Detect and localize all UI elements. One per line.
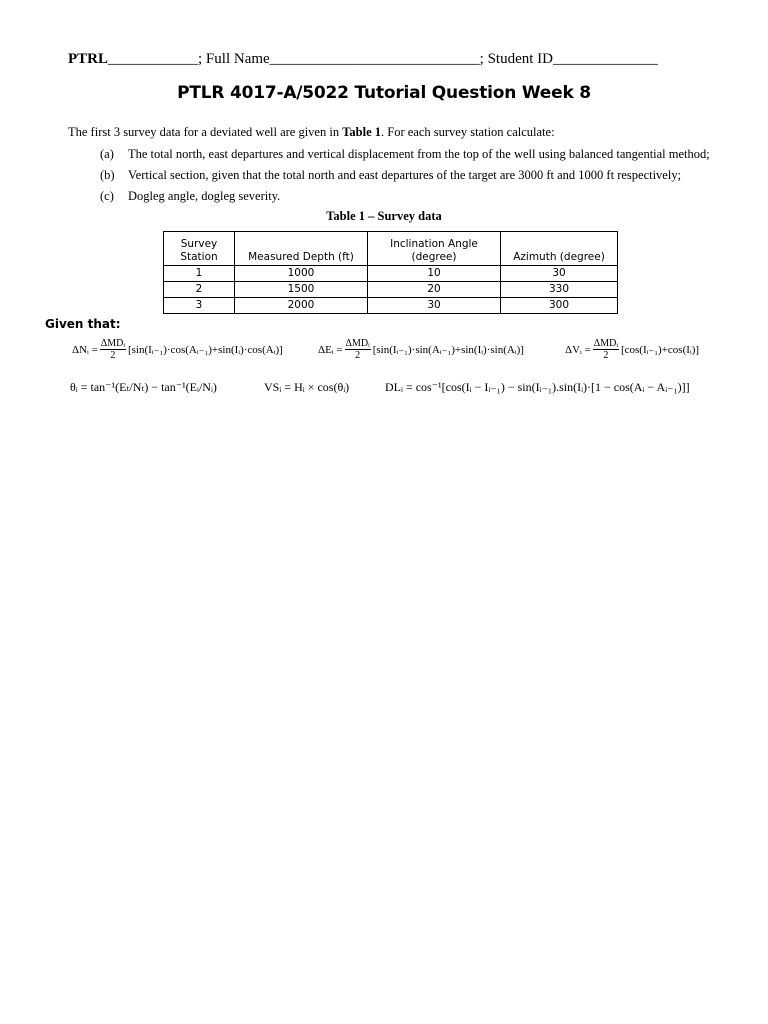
survey-table [163, 231, 618, 314]
cell-md: 2000 [235, 298, 368, 314]
cell-md: 1500 [235, 282, 368, 298]
table-header-row [164, 232, 618, 266]
formula-delta-east [318, 338, 524, 361]
header-measured-depth: Measured Depth (ft) [235, 232, 368, 266]
task-text: Dogleg angle, dogleg severity. [128, 189, 281, 203]
intro-table-ref: Table 1 [342, 125, 381, 139]
formula-fraction: $\frac{\text{ΔMDᵢ}}{2}$ [593, 338, 618, 361]
formula-lhs: ΔEᵢ = [318, 343, 343, 356]
task-tag: (c) [100, 189, 114, 203]
cell-md: 1000 [235, 266, 368, 282]
table-row [164, 298, 618, 314]
cell-inclination: 20 [368, 282, 501, 298]
task-a [100, 147, 710, 162]
cell-azimuth: 330 [501, 282, 618, 298]
cell-inclination: 30 [368, 298, 501, 314]
cell-station: 3 [164, 298, 235, 314]
cell-station: 2 [164, 282, 235, 298]
formula-vertical-section: VSᵢ = Hᵢ × cos(θᵢ) [264, 380, 350, 394]
cell-station: 1 [164, 266, 235, 282]
task-c [100, 189, 280, 204]
formula-delta-north [72, 338, 283, 361]
name-id-fields: ____________; Full Name____________________________; Student ID______________ [108, 51, 659, 67]
intro-before: The first 3 survey data for a deviated well are given in [68, 125, 343, 139]
table-row [164, 266, 618, 282]
task-tag: (a) [100, 147, 114, 161]
ptrl-label: PTRL [68, 51, 109, 67]
student-info-line [68, 51, 658, 68]
table-caption: Table 1 – Survey data [326, 209, 442, 223]
intro-after: . For each survey station calculate: [381, 125, 555, 139]
formula-rhs: [cos(Iᵢ₋₁)+cos(Iᵢ)] [620, 344, 700, 356]
cell-azimuth: 300 [501, 298, 618, 314]
page-title: PTLR 4017-A/5022 Tutorial Question Week 8 [177, 83, 591, 103]
header-azimuth: Azimuth (degree) [501, 232, 618, 266]
task-b [100, 168, 681, 183]
cell-inclination: 10 [368, 266, 501, 282]
intro-text [68, 125, 555, 140]
given-label: Given that: [45, 317, 121, 331]
formula-fraction: $\frac{\text{ΔMDᵢ}}{2}$ [345, 338, 370, 361]
formula-fraction: $\frac{\text{ΔMDᵢ}}{2}$ [100, 338, 125, 361]
formula-lhs: ΔVᵢ = [565, 343, 591, 356]
formula-delta-vertical [565, 338, 699, 361]
task-tag: (b) [100, 168, 115, 182]
task-text: Vertical section, given that the total north and east departures of the target are 3000 ft and 1000 ft respectively; [128, 168, 682, 182]
table-row [164, 282, 618, 298]
formula-theta: θᵢ = tan⁻¹(Eₜ/Nₜ) − tan⁻¹(Eᵢ/Nᵢ) [70, 380, 217, 394]
header-survey-station: Survey Station [164, 232, 235, 266]
formula-rhs: [sin(Iᵢ₋₁)·sin(Aᵢ₋₁)+sin(Iᵢ)·sin(Aᵢ)] [372, 344, 524, 356]
formula-lhs: ΔNᵢ = [72, 343, 98, 356]
header-inclination: Inclination Angle (degree) [368, 232, 501, 266]
cell-azimuth: 30 [501, 266, 618, 282]
task-text: The total north, east departures and vertical displacement from the top of the well using balanced tangential method; [128, 147, 710, 161]
formula-rhs: [sin(Iᵢ₋₁)·cos(Aᵢ₋₁)+sin(Iᵢ)·cos(Aᵢ)] [127, 344, 283, 356]
formula-dogleg: DLᵢ = cos⁻¹[cos(Iᵢ − Iᵢ₋₁) − sin(Iᵢ₋₁).sin(Iᵢ)·[1 − cos(Aᵢ − Aᵢ₋₁)]] [385, 380, 690, 394]
